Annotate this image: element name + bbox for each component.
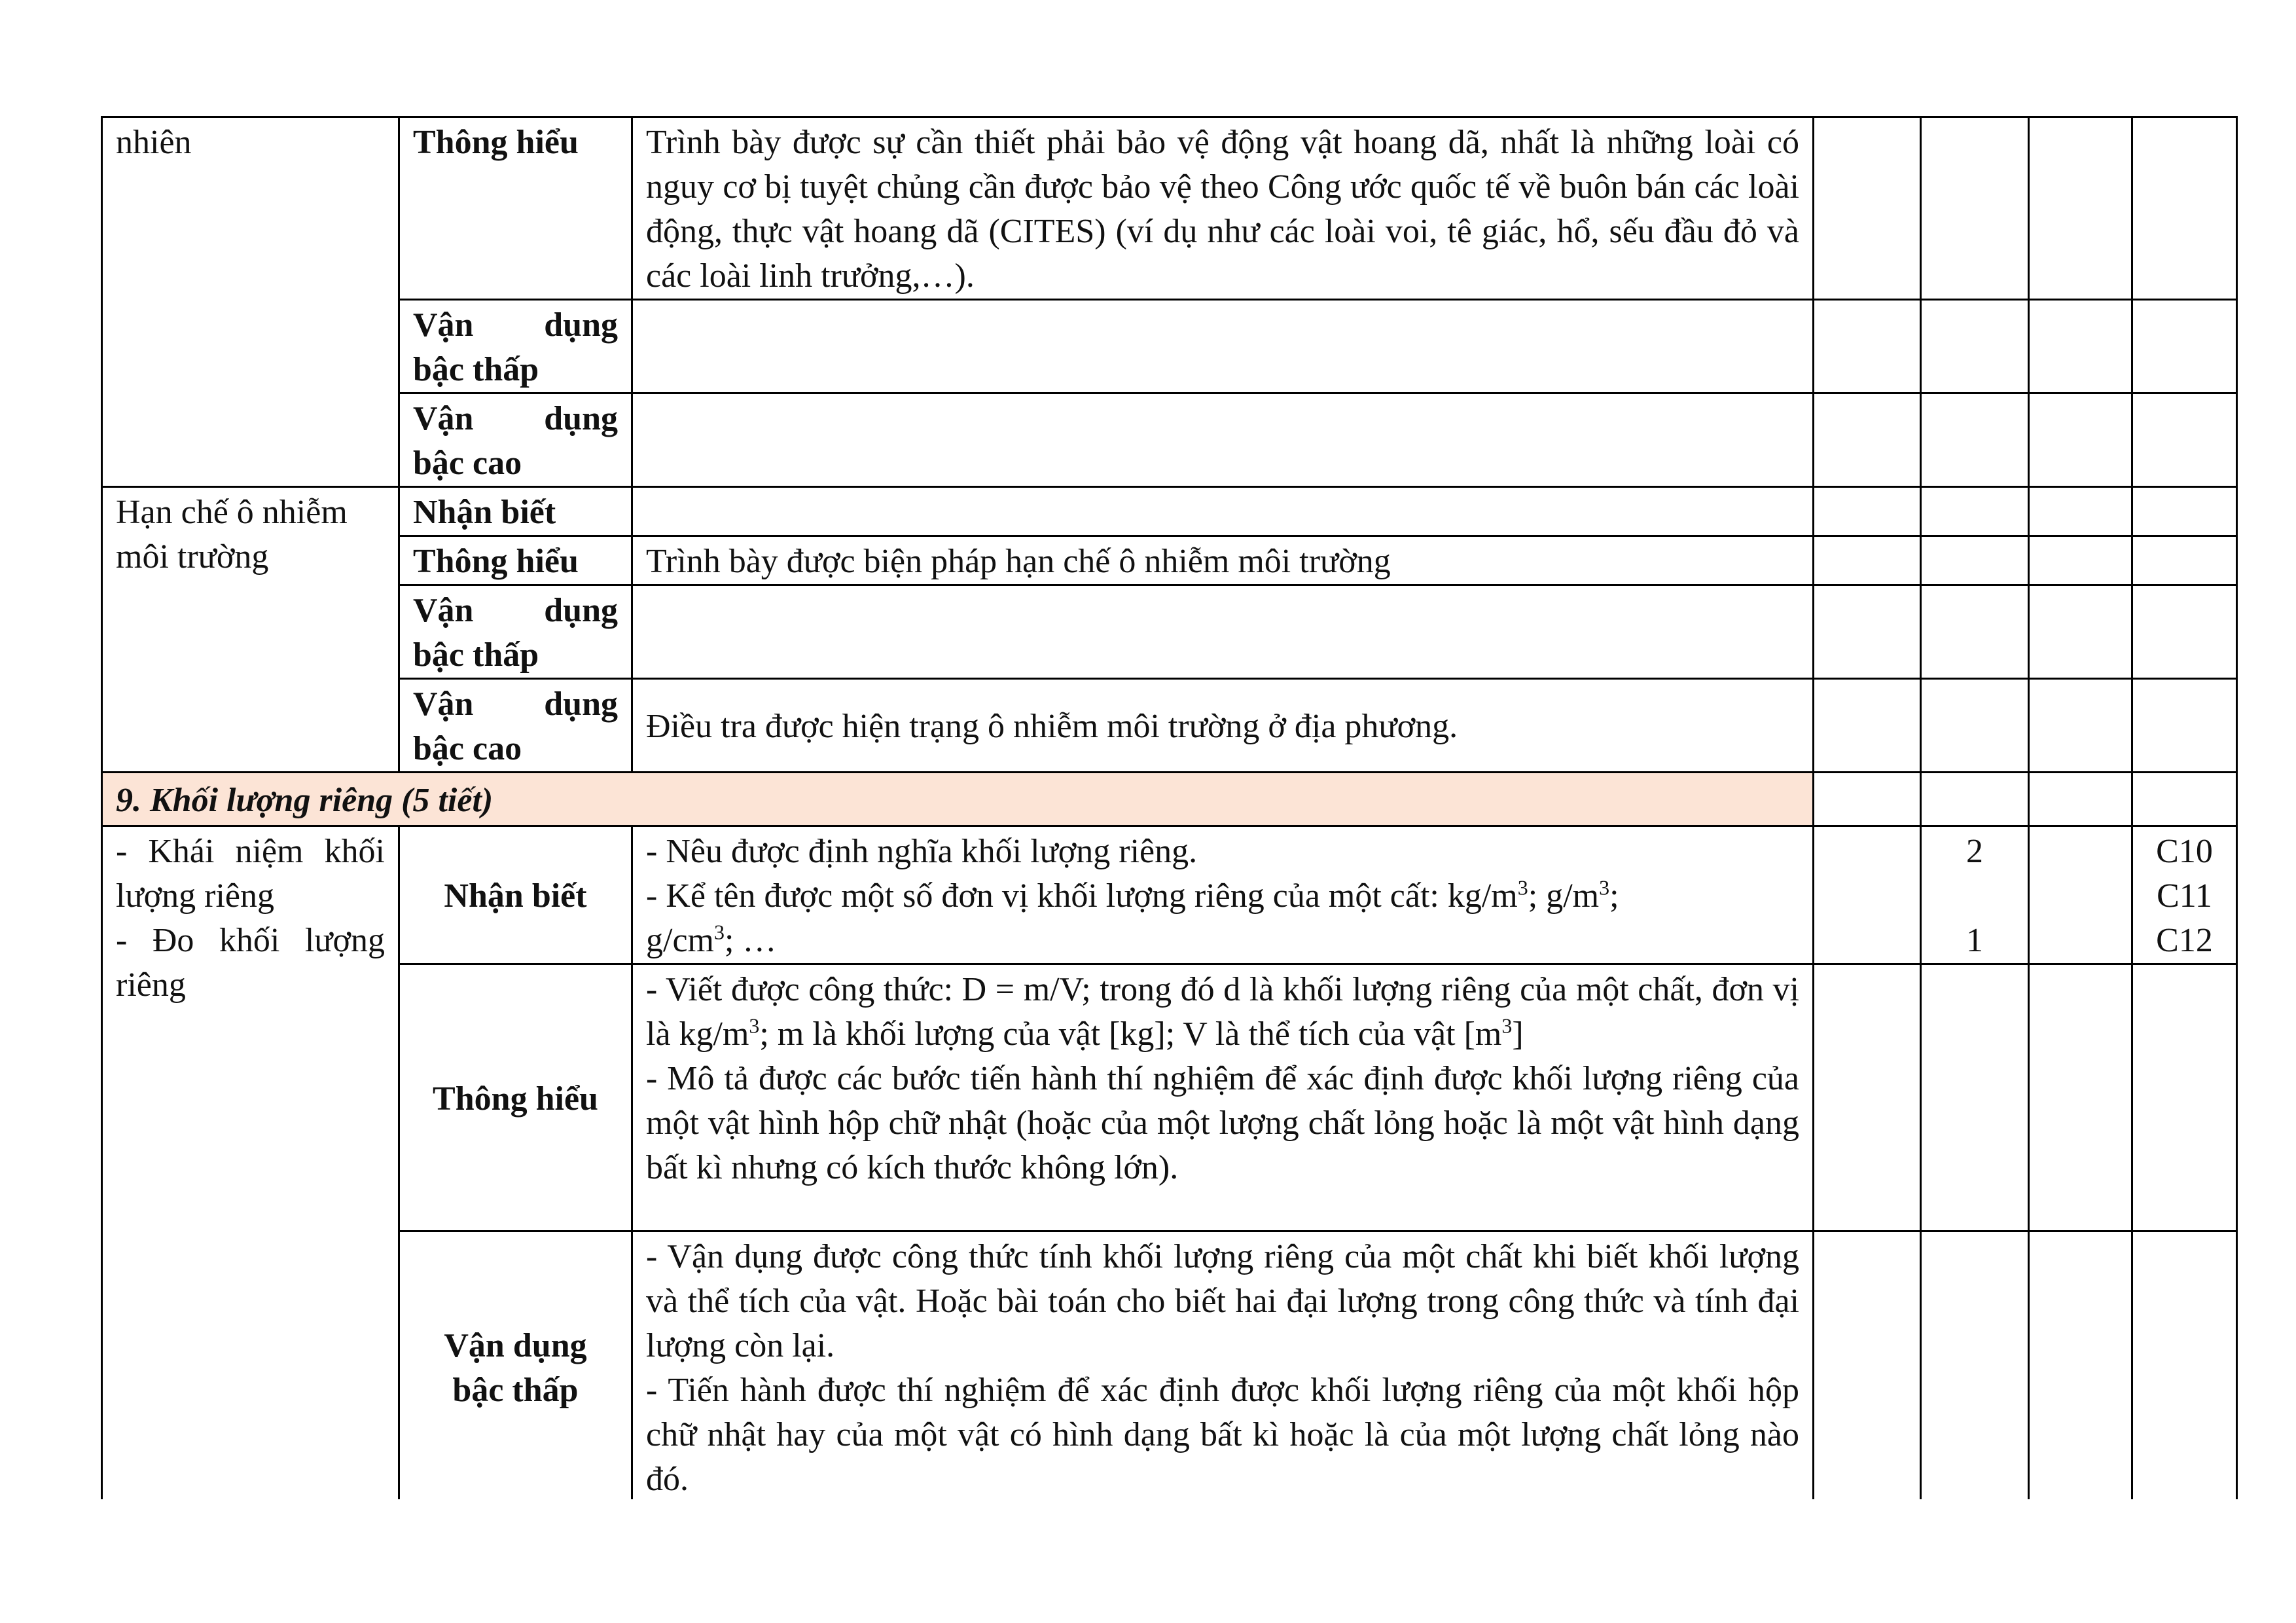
code-cell xyxy=(2132,393,2237,487)
count-cell xyxy=(1814,585,1921,679)
level-cell: Vận dụng bậc cao xyxy=(399,393,632,487)
table-row xyxy=(102,679,2237,773)
code-cell xyxy=(2029,964,2132,1231)
table-row xyxy=(102,585,2237,679)
table-row xyxy=(102,826,2237,964)
table-row xyxy=(102,300,2237,393)
count-cell: 2 1 xyxy=(1921,826,2029,964)
level-cell: Vận dụng bậc cao xyxy=(399,679,632,773)
section-header-row xyxy=(102,773,2237,826)
count-cell xyxy=(1921,117,2029,300)
code-cell xyxy=(2132,585,2237,679)
count-cell xyxy=(1814,964,1921,1231)
count-cell xyxy=(1921,585,2029,679)
table-row xyxy=(102,117,2237,300)
section-title: 9. Khối lượng riêng (5 tiết) xyxy=(102,773,1814,826)
description-cell: - Viết được công thức: D = m/V; trong đó d là khối lượng riêng của một chất, đơn vị là $kg/m^3$; m là khối lượng của vật [kg]; V là thể tích của vật $[m^3]$ - Mô tả được các bước tiến hành thí nghiệm để xác định được khối lượng riêng của một vật hình hộp chữ nhật (hoặc của một lượng chất lỏng hoặc là một vật hình dạng bất kì nhưng có kích thước không lớn). xyxy=(632,964,1814,1231)
code-cell xyxy=(2029,393,2132,487)
count-cell xyxy=(1814,1231,1921,1503)
description-cell: Điều tra được hiện trạng ô nhiễm môi trường ở địa phương. xyxy=(632,679,1814,773)
topic-cell: nhiên xyxy=(102,117,399,487)
code-cell xyxy=(2132,679,2237,773)
code-cell xyxy=(2132,1231,2237,1503)
description-cell: - Nêu được định nghĩa khối lượng riêng. - Kể tên được một số đơn vị khối lượng riêng của một cất: $kg/m^3$; $g/m^3$; $g/cm^3$; … xyxy=(632,826,1814,964)
table-row xyxy=(102,393,2237,487)
code-cell xyxy=(2132,300,2237,393)
description-cell xyxy=(632,487,1814,536)
topic-cell: - Khái niệm khối lượng riêng - Đo khối lượng riêng xyxy=(102,826,399,1595)
description-cell xyxy=(632,585,1814,679)
code-cell xyxy=(2029,487,2132,536)
count-cell xyxy=(1921,487,2029,536)
count-cell xyxy=(1814,536,1921,585)
level-cell: Vận dụng bậc thấp xyxy=(399,300,632,393)
topic-cell: Hạn chế ô nhiễm môi trường xyxy=(102,487,399,773)
level-cell: Thông hiểu xyxy=(399,964,632,1231)
description-cell: - Vận dụng được công thức tính khối lượng riêng của một chất khi biết khối lượng và thể tích của vật. Hoặc bài toán cho biết hai đại lượng trong công thức và tính đại lượng còn lại. - Tiến hành được thí nghiệm để xác định được khối lượng riêng của một khối hộp chữ nhật hay của một vật có hình dạng bất kì hoặc là của một lượng chất lỏng nào đó. xyxy=(632,1231,1814,1503)
count-cell xyxy=(1814,773,1921,826)
table-row xyxy=(102,487,2237,536)
level-cell: Vận dụng bậc thấp xyxy=(399,1231,632,1503)
code-cell xyxy=(2132,964,2237,1231)
table-row xyxy=(102,536,2237,585)
table-row xyxy=(102,1231,2237,1503)
description-cell: Trình bày được biện pháp hạn chế ô nhiễm môi trường xyxy=(632,536,1814,585)
description-cell xyxy=(632,300,1814,393)
code-cell xyxy=(2029,1231,2132,1503)
code-cell xyxy=(2029,117,2132,300)
page-bottom-margin xyxy=(0,1499,2296,1623)
description-cell: Trình bày được sự cần thiết phải bảo vệ động vật hoang dã, nhất là những loài có nguy cơ bị tuyệt chủng cần được bảo vệ theo Công ước quốc tế về buôn bán các loài động, thực vật hoang dã (CITES) (ví dụ như các loài voi, tê giác, hổ, sếu đầu đỏ và các loài linh trưởng,…). xyxy=(632,117,1814,300)
code-cell xyxy=(2132,117,2237,300)
count-cell xyxy=(1921,536,2029,585)
count-cell xyxy=(1921,964,2029,1231)
table-row xyxy=(102,964,2237,1231)
count-cell xyxy=(1814,300,1921,393)
count-cell xyxy=(1921,1231,2029,1503)
count-cell xyxy=(1921,300,2029,393)
count-cell xyxy=(1921,773,2029,826)
count-cell xyxy=(1814,826,1921,964)
description-cell xyxy=(632,393,1814,487)
level-cell: Nhận biết xyxy=(399,487,632,536)
code-cell xyxy=(2029,536,2132,585)
count-cell xyxy=(1921,679,2029,773)
count-cell xyxy=(1814,679,1921,773)
level-cell: Thông hiểu xyxy=(399,536,632,585)
code-cell xyxy=(2029,773,2132,826)
code-cell xyxy=(2132,773,2237,826)
level-cell: Nhận biết xyxy=(399,826,632,964)
code-cell xyxy=(2132,487,2237,536)
count-cell xyxy=(1814,393,1921,487)
code-cell xyxy=(2029,679,2132,773)
count-cell xyxy=(1814,117,1921,300)
code-cell xyxy=(2132,536,2237,585)
code-cell xyxy=(2029,585,2132,679)
count-cell xyxy=(1921,393,2029,487)
knowledge-matrix-table xyxy=(101,116,2238,1596)
code-cell xyxy=(2029,826,2132,964)
code-cell: C10 C11 C12 xyxy=(2132,826,2237,964)
level-cell: Thông hiểu xyxy=(399,117,632,300)
level-cell: Vận dụng bậc thấp xyxy=(399,585,632,679)
count-cell xyxy=(1814,487,1921,536)
code-cell xyxy=(2029,300,2132,393)
